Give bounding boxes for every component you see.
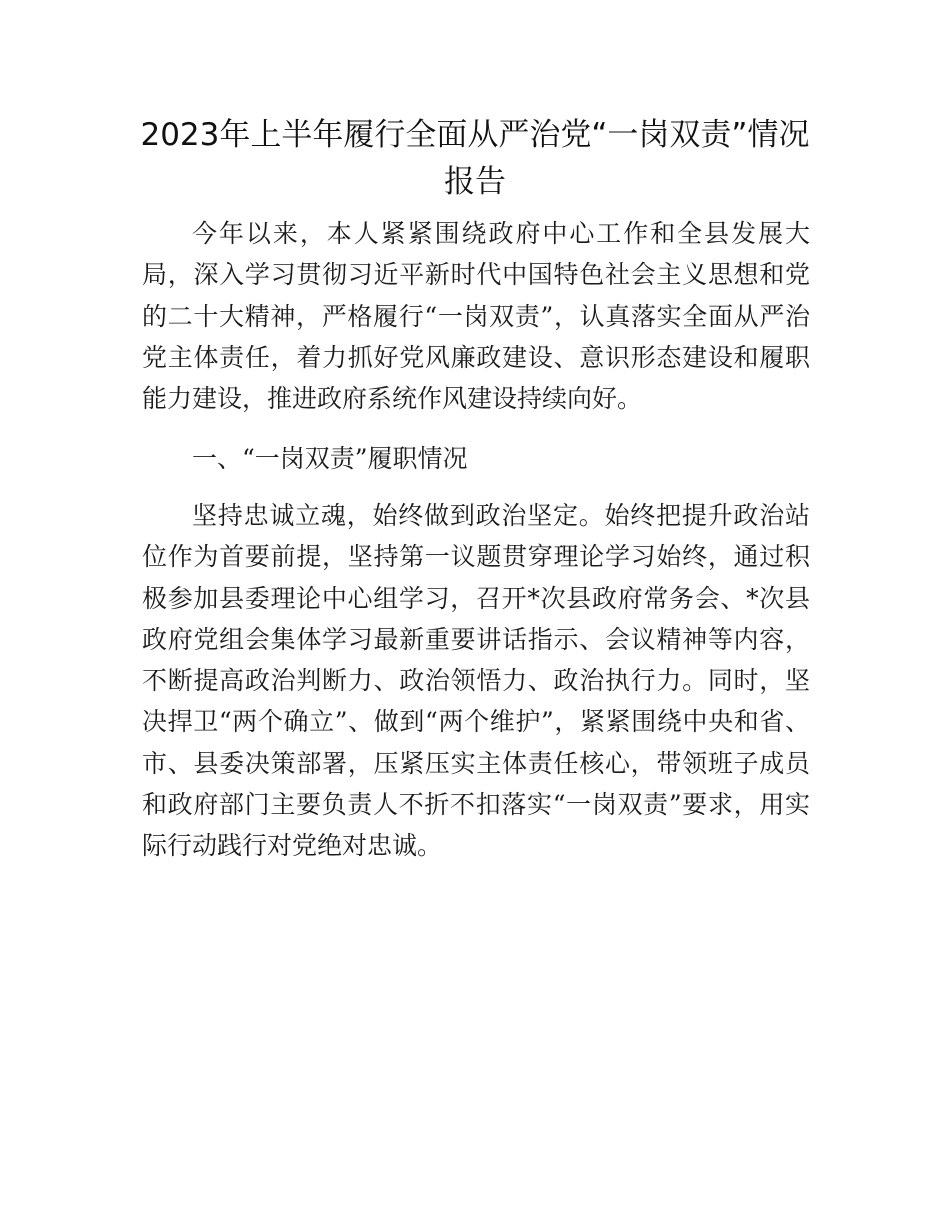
intro-paragraph: 今年以来，本人紧紧围绕政府中心工作和全县发展大局，深入学习贯彻习近平新时代中国特色社会主义思想和党的二十大精神，严格履行“一岗双责”，认真落实全面从严治党主体责任，着力抓好党风廉政建设、意识形态建设和履职能力建设，推进政府系统作风建设持续向好。 [142,219,810,414]
section-heading: 一、“一岗双责”履职情况 [192,444,468,473]
body-paragraph: 坚持忠诚立魂，始终做到政治坚定。始终把提升政治站位作为首要前提，坚持第一议题贯穿理论学习始终，通过积极参加县委理论中心组学习，召开*次县政府常务会、*次县政府党组会集体学习最新重要讲话指示、会议精神等内容，不断提高政治判断力、政治领悟力、政治执行力。同时，坚决捍卫“两个确立”、做到“两个维护”，紧紧围绕中央和省、市、县委决策部署，压紧压实主体责任核心，带领班子成员和政府部门主要负责人不折不扣落实“一岗双责”要求，用实际行动践行对党绝对忠诚。 [142,501,810,861]
document-title: 2023年上半年履行全面从严治党“一岗双责”情况报告 [140,117,810,200]
